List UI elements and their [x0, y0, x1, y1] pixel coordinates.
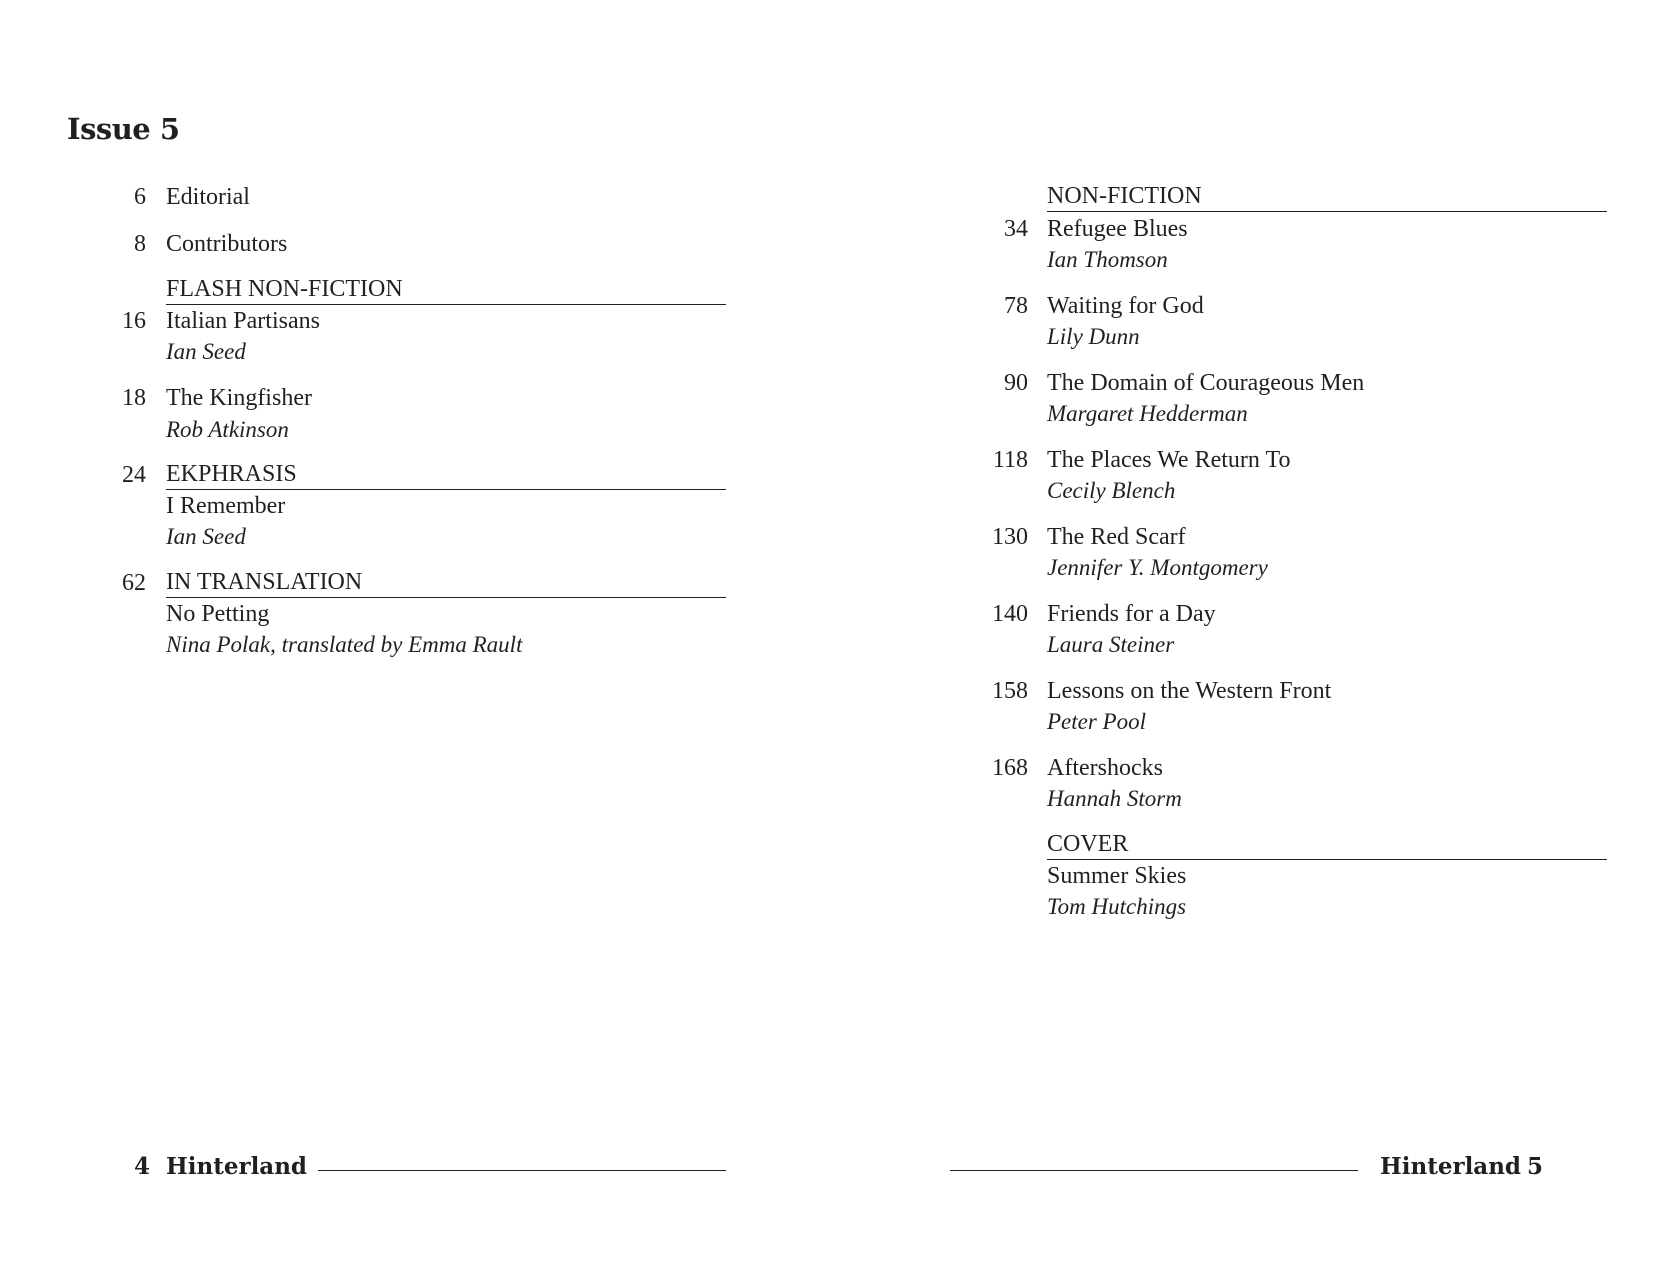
entry-author: Rob Atkinson — [166, 417, 289, 442]
page-number: 18 — [122, 385, 146, 411]
entry-title: No Petting — [166, 601, 270, 627]
footer-magazine-name: Hinterland — [1380, 1153, 1522, 1180]
entry-author: Lily Dunn — [1047, 324, 1140, 349]
footer-page-number: 4 — [134, 1153, 151, 1180]
page-number: 140 — [992, 601, 1028, 627]
section-heading: NON-FICTION — [1047, 181, 1607, 212]
entry-author: Margaret Hedderman — [1047, 401, 1248, 426]
entry-title: Aftershocks — [1047, 755, 1163, 781]
page-number: 24 — [122, 462, 146, 488]
section-heading: EKPHRASIS — [166, 459, 726, 490]
issue-title: Issue 5 — [67, 112, 180, 146]
page-number: 90 — [1004, 370, 1028, 396]
page-number: 34 — [1004, 216, 1028, 242]
entry-author: Peter Pool — [1047, 709, 1146, 734]
entry-title: Waiting for God — [1047, 293, 1204, 319]
entry-title: The Domain of Courageous Men — [1047, 370, 1365, 396]
entry-title: The Places We Return To — [1047, 447, 1291, 473]
entry-author: Ian Thomson — [1047, 247, 1168, 272]
section-heading: IN TRANSLATION — [166, 567, 726, 598]
page-number: 62 — [122, 570, 146, 596]
entry-author: Tom Hutchings — [1047, 894, 1187, 919]
page-number: 118 — [992, 447, 1028, 473]
entry-title: Contributors — [166, 231, 288, 257]
entry-author: Ian Seed — [166, 524, 246, 549]
page-number: 158 — [992, 678, 1028, 704]
footer-rule — [950, 1170, 1358, 1171]
entry-author: Cecily Blench — [1047, 478, 1176, 503]
entry-author: Ian Seed — [166, 339, 246, 364]
entry-author: Hannah Storm — [1047, 786, 1182, 811]
entry-title: Refugee Blues — [1047, 216, 1188, 242]
footer-rule — [318, 1170, 726, 1171]
page-number: 16 — [122, 308, 146, 334]
page-number: 130 — [992, 524, 1028, 550]
entry-title: Italian Partisans — [166, 308, 320, 334]
footer-magazine-name: Hinterland — [166, 1153, 308, 1180]
entry-title: The Red Scarf — [1047, 524, 1186, 550]
page-number: 8 — [134, 231, 146, 257]
entry-title: Lessons on the Western Front — [1047, 678, 1332, 704]
section-heading: COVER — [1047, 829, 1607, 860]
entry-title: Friends for a Day — [1047, 601, 1216, 627]
section-heading: FLASH NON-FICTION — [166, 274, 726, 305]
entry-title: I Remember — [166, 493, 286, 519]
entry-author: Nina Polak, translated by Emma Rault — [166, 632, 523, 657]
page-number: 78 — [1004, 293, 1028, 319]
entry-author: Jennifer Y. Montgomery — [1047, 555, 1268, 580]
footer-page-number: 5 — [1527, 1153, 1544, 1180]
page-number: 6 — [134, 184, 146, 210]
entry-title: Editorial — [166, 184, 250, 210]
entry-title: The Kingfisher — [166, 385, 312, 411]
entry-title: Summer Skies — [1047, 863, 1187, 889]
entry-author: Laura Steiner — [1047, 632, 1175, 657]
page-number: 168 — [992, 755, 1028, 781]
